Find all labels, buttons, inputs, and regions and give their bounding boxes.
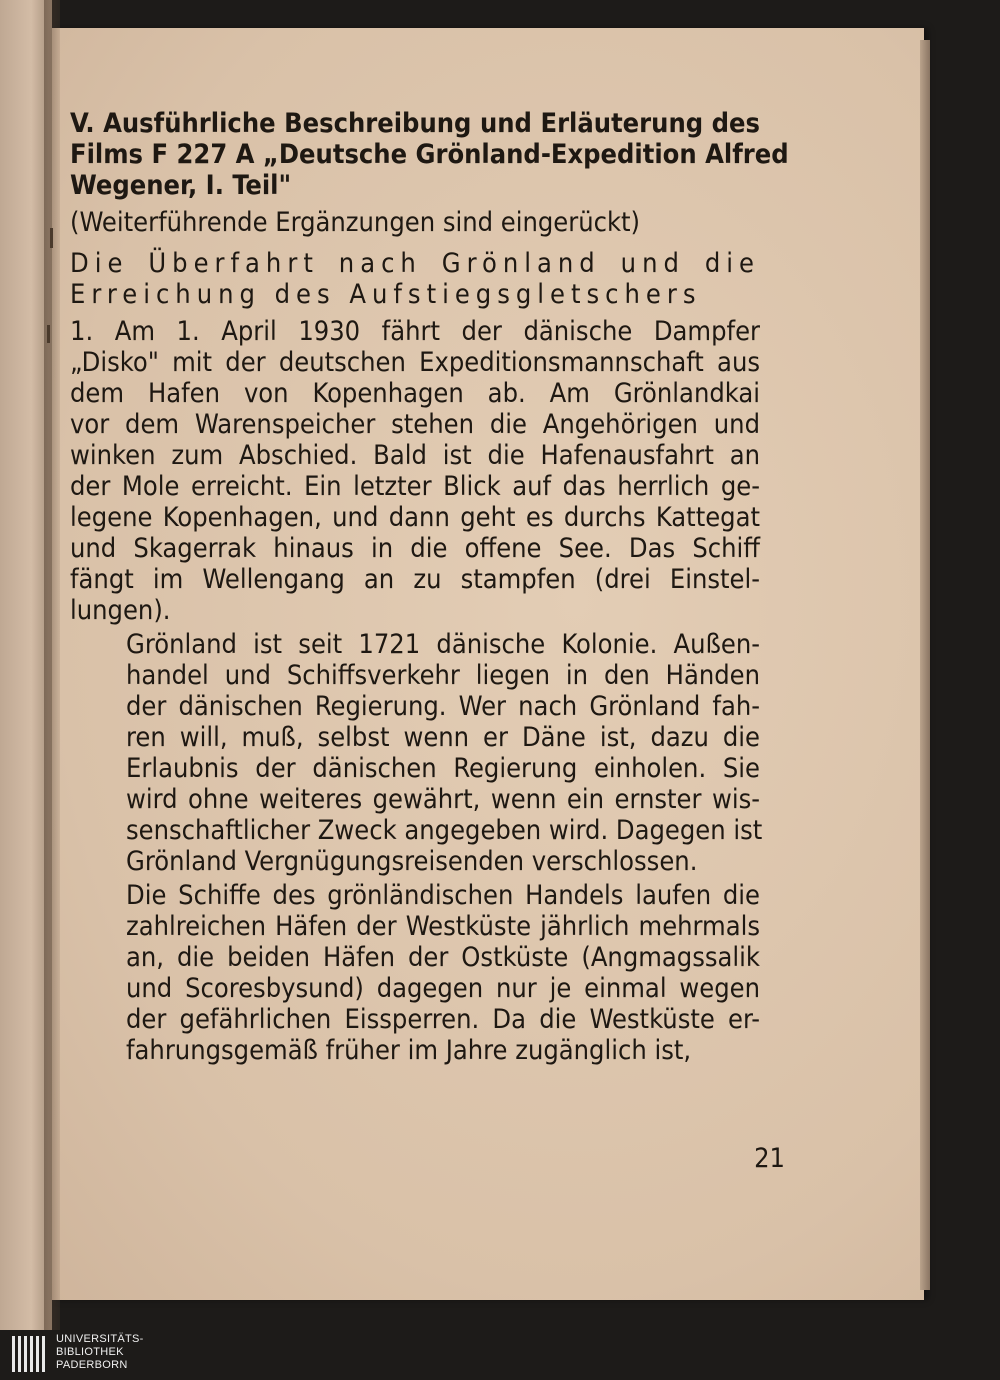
text-line: fahrungsgemäß früher im Jahre zugänglich ist,: [126, 1035, 692, 1066]
text-line: und Scoresbysund) dagegen nur je einmal wegen: [126, 973, 760, 1004]
paragraph: [70, 629, 763, 877]
page-edge-shadow: [920, 40, 930, 1290]
text-line: vor dem Warenspeicher stehen die Angehörigen und: [70, 409, 760, 440]
library-name-line: UNIVERSITÄTS-: [56, 1333, 144, 1345]
paragraph: [70, 316, 760, 626]
margin-mark: [50, 228, 53, 248]
text-line: 1. Am 1. April 1930 fährt der dänische Dampfer: [70, 316, 760, 347]
text-line: Die Schiffe des grönländischen Handels laufen die: [126, 880, 760, 911]
text-line: Erlaubnis der dänischen Regierung einholen. Sie: [126, 753, 760, 784]
text-line: ren will, muß, selbst wenn er Däne ist, dazu die: [126, 722, 760, 753]
heading-line: V. Ausführliche Beschreibung und Erläuterung des: [70, 108, 760, 139]
library-name-line: BIBLIOTHEK: [56, 1346, 124, 1358]
text-line: fängt im Wellengang an zu stampfen (drei Einstel-: [70, 564, 760, 595]
editorial-note: (Weiterführende Ergänzungen sind eingerückt): [70, 207, 641, 238]
text-line: zahlreichen Häfen der Westküste jährlich mehrmals: [126, 911, 760, 942]
chapter-heading: [70, 108, 789, 201]
text-line: und Skagerrak hinaus in die offene See. Das Schiff: [70, 533, 760, 564]
text-line: dem Hafen von Kopenhagen ab. Am Grönlandkai: [70, 378, 760, 409]
text-line: senschaftlicher Zweck angegeben wird. Dagegen ist: [126, 815, 763, 846]
text-line: der dänischen Regierung. Wer nach Grönland fah-: [126, 691, 760, 722]
page-number: 21: [754, 1143, 785, 1174]
heading-line: Films F 227 A „Deutsche Grönland-Expedition Alfred: [70, 139, 789, 170]
text-line: „Disko" mit der deutschen Expeditionsmannschaft aus: [70, 347, 760, 378]
subheading-line: Die Überfahrt nach Grönland und die: [70, 248, 760, 279]
text-line: Grönland Vergnügungsreisenden verschlossen.: [126, 846, 698, 877]
heading-line: Wegener, I. Teil": [70, 170, 292, 201]
margin-mark: [47, 325, 50, 343]
library-name: [56, 1333, 144, 1372]
text-line: handel und Schiffsverkehr liegen in den Händen: [126, 660, 760, 691]
text-line: Grönland ist seit 1721 dänische Kolonie. Außen-: [126, 629, 760, 660]
text-line: legene Kopenhagen, und dann geht es durchs Kattegat: [70, 502, 760, 533]
body-text: [70, 316, 763, 1066]
paragraph: [70, 880, 760, 1066]
text-line: winken zum Abschied. Bald ist die Hafenausfahrt an: [70, 440, 760, 471]
library-name-line: PADERBORN: [56, 1359, 128, 1371]
text-line: lungen).: [70, 595, 171, 626]
book-gutter: [44, 0, 60, 1330]
text-line: an, die beiden Häfen der Ostküste (Angmagssalik: [126, 942, 760, 973]
library-footer: [0, 1330, 1000, 1380]
subheading-line: Erreichung des Aufstiegsgletschers: [70, 279, 702, 310]
text-line: der Mole erreicht. Ein letzter Blick auf das herrlich ge-: [70, 471, 760, 502]
text-line: wird ohne weiteres gewährt, wenn ein ernster wis-: [126, 784, 760, 815]
page-text: [70, 108, 789, 1066]
section-heading: [70, 248, 760, 310]
text-line: der gefährlichen Eissperren. Da die Westküste er-: [126, 1004, 760, 1035]
library-logo-icon: [12, 1336, 52, 1374]
